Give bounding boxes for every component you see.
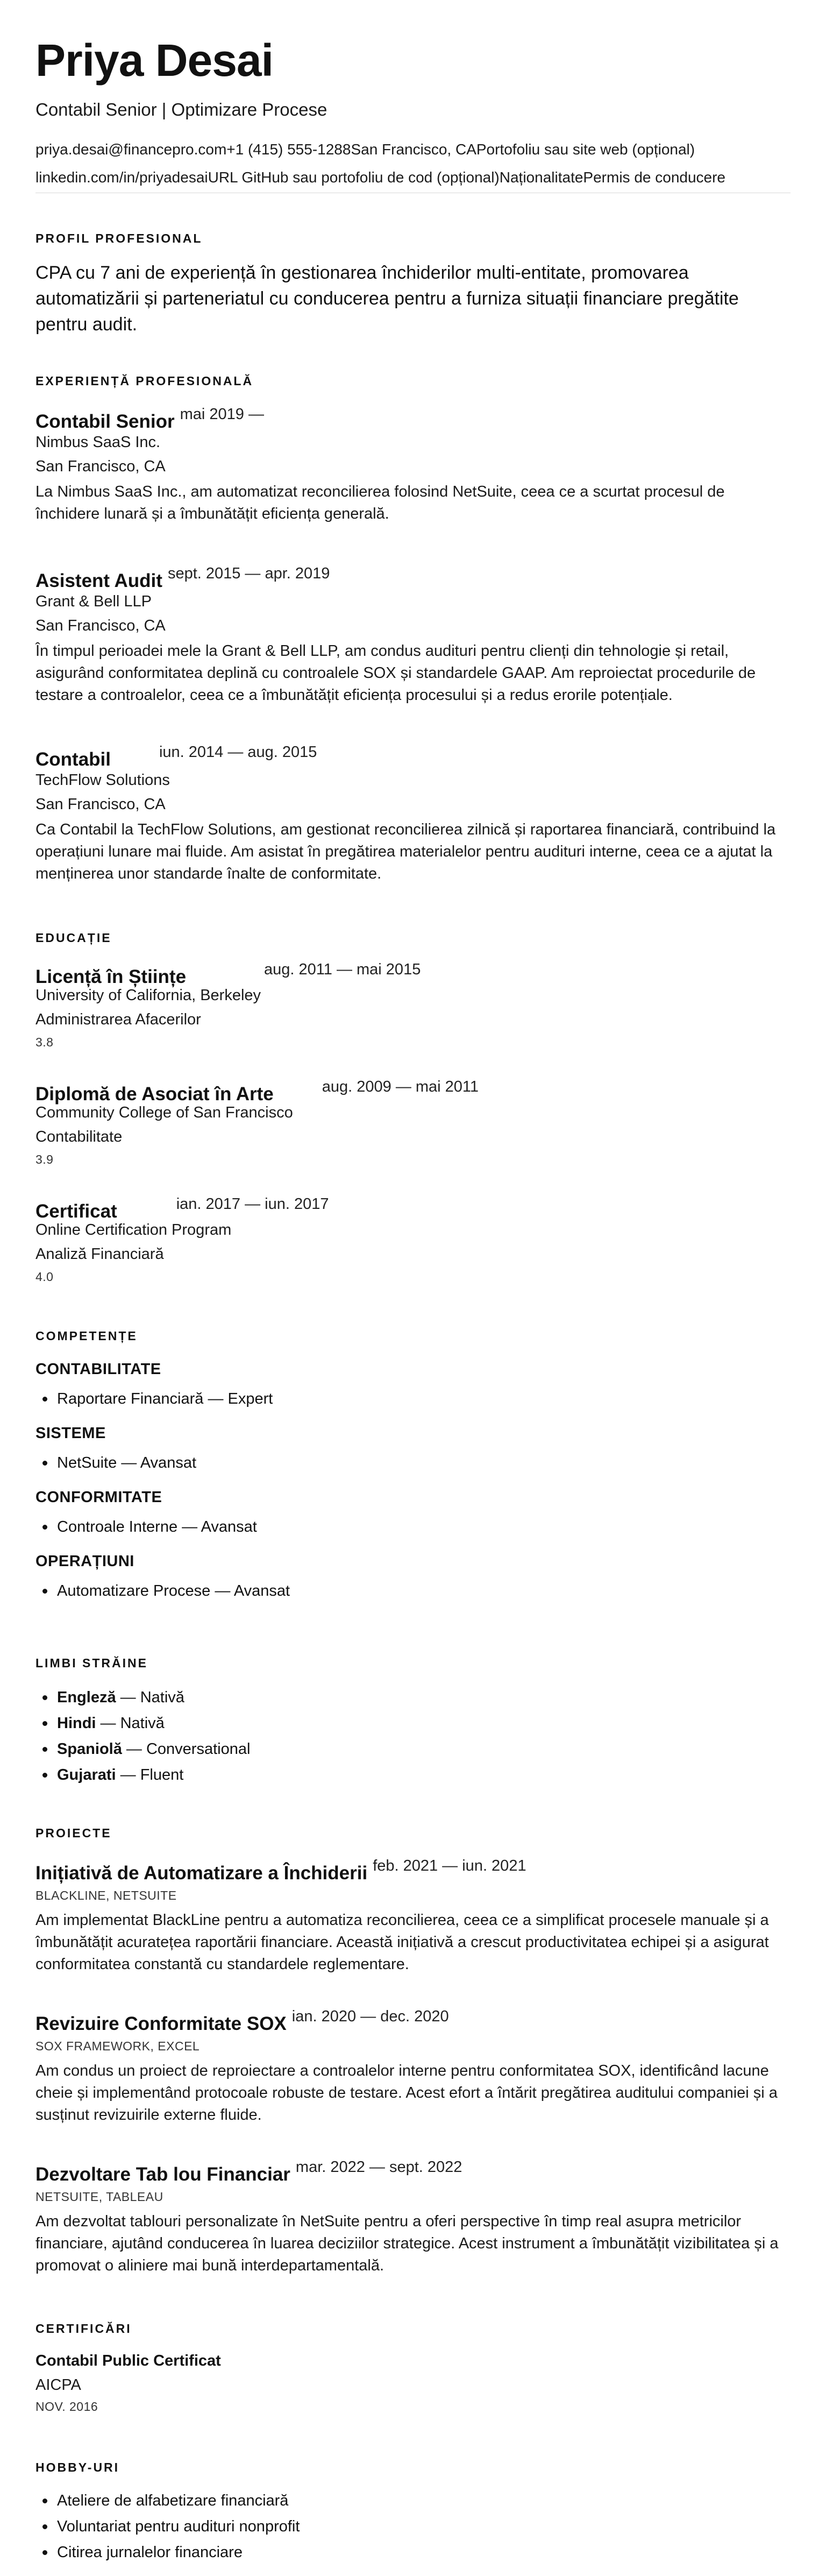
skill-group xyxy=(35,1553,791,1604)
skill-category: SISTEME xyxy=(35,1425,106,1442)
contact-portfolio[interactable]: Portofoliu sau site web (opțional) xyxy=(476,141,695,158)
skill-item: Controale Interne — Avansat xyxy=(57,1514,791,1540)
section-title-education: EDUCAȚIE xyxy=(35,931,112,945)
section-title-skills: COMPETENȚE xyxy=(35,1329,138,1343)
skill-group xyxy=(35,1425,791,1476)
project-entry xyxy=(35,2008,791,2126)
projects-section xyxy=(35,1826,791,1841)
skill-category: OPERAȚIUNI xyxy=(35,1553,134,1570)
contact-location: San Francisco, CA xyxy=(351,141,476,158)
job-company: Grant & Bell LLP xyxy=(35,593,152,610)
job-company: TechFlow Solutions xyxy=(35,772,170,789)
job-location: San Francisco, CA xyxy=(35,617,166,634)
language-item xyxy=(57,1710,791,1736)
certifications-section xyxy=(35,2322,791,2414)
project-tech: SOX FRAMEWORK, EXCEL xyxy=(35,2039,200,2053)
language-level: — Nativă xyxy=(96,1715,165,1732)
job-description: La Nimbus SaaS Inc., am automatizat reconcilierea folosind NetSuite, ceea ce a scurtat procesul de închidere lunară și a îmbunătățit eficiența generală. xyxy=(35,483,725,522)
section-title-experience: EXPERIENȚĂ PROFESIONALĂ xyxy=(35,374,254,388)
contact-phone[interactable]: +1 (415) 555-1288 xyxy=(226,141,351,158)
degree-dates: aug. 2011 — mai 2015 xyxy=(264,961,421,978)
languages-section xyxy=(35,1656,791,1788)
project-tech: BLACKLINE, NETSUITE xyxy=(35,1888,177,1902)
field-of-study: Administrarea Afacerilor xyxy=(35,1011,201,1028)
skills-section xyxy=(35,1329,791,1604)
degree-dates: aug. 2009 — mai 2011 xyxy=(322,1078,479,1095)
experience-entry xyxy=(35,744,791,885)
certification-issuer: AICPA xyxy=(35,2376,81,2394)
contact-nationality: Naționalitate xyxy=(499,169,583,186)
degree-title: Diplomă de Asociat în Arte xyxy=(35,1084,274,1105)
language-name: Engleză xyxy=(57,1689,116,1706)
school-name: Community College of San Francisco xyxy=(35,1104,293,1121)
candidate-role: Contabil Senior | Optimizare Procese xyxy=(35,100,327,119)
language-name: Spaniolă xyxy=(57,1740,122,1758)
experience-entry xyxy=(35,406,791,525)
gpa: 3.8 xyxy=(35,1035,54,1049)
language-item xyxy=(57,1736,791,1762)
job-location: San Francisco, CA xyxy=(35,458,166,475)
job-title: Asistent Audit xyxy=(35,570,162,591)
language-name: Hindi xyxy=(57,1715,96,1732)
skill-item: Automatizare Procese — Avansat xyxy=(57,1578,791,1604)
hobbies-section xyxy=(35,2460,791,2565)
project-description: Am dezvoltat tablouri personalizate în NetSuite pentru a oferi perspective în timp real asupra metricilor financiare, ajutând conducerea în luarea deciziilor strategice. Acest instrument a îmbunătățit vizibilitatea și a promovat o aliniere mai bună interdepartamentală. xyxy=(35,2213,779,2274)
job-description: În timpul perioadei mele la Grant & Bell LLP, am condus audituri pentru clienți din tehnologie și retail, asigurând conformitatea deplină cu controalele SOX și standardele GAAP. Am reproiectat procedurile de testare a controalelor, ceea ce a îmbunătățit eficiența procesului și a redus erorile potențiale. xyxy=(35,642,756,704)
project-name: Inițiativă de Automatizare a Închiderii xyxy=(35,1863,368,1884)
job-description: Ca Contabil la TechFlow Solutions, am gestionat reconcilierea zilnică și raportarea financiară, contribuind la operațiuni lunare mai fluide. Am asistat în pregătirea materialelor pentru audituri interne, ceea ce a ajutat la menținerea unor standarde înalte de conformitate. xyxy=(35,821,776,882)
field-of-study: Contabilitate xyxy=(35,1128,123,1145)
skill-category: CONTABILITATE xyxy=(35,1361,161,1378)
job-dates: sept. 2015 — apr. 2019 xyxy=(167,565,330,582)
skill-item: Raportare Financiară — Expert xyxy=(57,1386,791,1412)
education-entry xyxy=(35,1078,791,1167)
contact-license: Permis de conducere xyxy=(583,169,725,186)
job-title: Contabil xyxy=(35,749,111,770)
contact-github[interactable]: URL GitHub sau portofoliu de cod (opțional) xyxy=(208,169,500,186)
gpa: 3.9 xyxy=(35,1152,54,1166)
language-item xyxy=(57,1685,791,1710)
experience-section xyxy=(35,374,791,388)
hobby-item: Citirea jurnalelor financiare xyxy=(57,2539,791,2565)
project-name: Dezvoltare Tab lou Financiar xyxy=(35,2164,290,2185)
degree-title: Licență în Științe xyxy=(35,966,187,987)
certification-date: NOV. 2016 xyxy=(35,2400,98,2414)
project-description: Am implementat BlackLine pentru a automatiza reconcilierea, ceea ce a simplificat procesele manuale și a îmbunătățit acuratețea raportării financiare. Această inițiativă a crescut productivitatea echipei și a asigurat conformitatea constantă cu standardele reglementare. xyxy=(35,1912,769,1973)
certification-name: Contabil Public Certificat xyxy=(35,2352,221,2369)
profile-summary: CPA cu 7 ani de experiență în gestionarea închiderilor multi-entitate, promovarea automatizării și parteneriatul cu conducerea pentru a furniza situații financiare pregătite pentru audit. xyxy=(35,263,739,335)
language-name: Gujarati xyxy=(57,1766,116,1784)
candidate-name: Priya Desai xyxy=(35,35,273,86)
skill-category: CONFORMITATE xyxy=(35,1489,162,1506)
section-title-certifications: CERTIFICĂRI xyxy=(35,2322,132,2336)
school-name: Online Certification Program xyxy=(35,1221,232,1239)
school-name: University of California, Berkeley xyxy=(35,987,261,1004)
project-entry xyxy=(35,2159,791,2277)
degree-title: Certificat xyxy=(35,1201,117,1222)
education-entry xyxy=(35,1195,791,1284)
skill-item: NetSuite — Avansat xyxy=(57,1450,791,1476)
job-company: Nimbus SaaS Inc. xyxy=(35,434,161,451)
project-dates: ian. 2020 — dec. 2020 xyxy=(291,2008,449,2025)
project-entry xyxy=(35,1857,791,1976)
contact-row-2 xyxy=(35,169,725,186)
degree-dates: ian. 2017 — iun. 2017 xyxy=(176,1195,329,1213)
gpa: 4.0 xyxy=(35,1270,54,1284)
contact-linkedin[interactable]: linkedin.com/in/priyadesai xyxy=(35,169,208,186)
skill-group xyxy=(35,1361,791,1412)
project-dates: feb. 2021 — iun. 2021 xyxy=(373,1857,526,1874)
language-level: — Fluent xyxy=(116,1766,184,1784)
field-of-study: Analiză Financiară xyxy=(35,1245,164,1263)
hobby-item: Voluntariat pentru audituri nonprofit xyxy=(57,2514,791,2539)
contact-row-1 xyxy=(35,141,695,158)
contact-email[interactable]: priya.desai@financepro.com xyxy=(35,141,227,158)
section-title-languages: LIMBI STRĂINE xyxy=(35,1656,148,1670)
experience-entry xyxy=(35,565,791,706)
job-location: San Francisco, CA xyxy=(35,796,166,813)
education-entry xyxy=(35,961,791,1050)
skill-group xyxy=(35,1489,791,1540)
job-dates: iun. 2014 — aug. 2015 xyxy=(159,744,317,761)
certification-entry xyxy=(35,2352,791,2414)
job-title: Contabil Senior xyxy=(35,411,175,432)
project-tech: NETSUITE, TABLEAU xyxy=(35,2190,163,2204)
profile-section xyxy=(35,231,791,337)
section-title-profile: PROFIL PROFESIONAL xyxy=(35,231,203,245)
education-section xyxy=(35,931,791,945)
project-dates: mar. 2022 — sept. 2022 xyxy=(295,2159,462,2176)
hobby-item: Ateliere de alfabetizare financiară xyxy=(57,2488,791,2514)
job-dates: mai 2019 — xyxy=(180,406,264,423)
project-name: Revizuire Conformitate SOX xyxy=(35,2013,287,2034)
section-title-projects: PROIECTE xyxy=(35,1826,112,1840)
language-level: — Conversational xyxy=(122,1740,251,1758)
language-item xyxy=(57,1762,791,1788)
project-description: Am condus un proiect de reproiectare a controalelor interne pentru conformitatea SOX, identificând lacune cheie și implementând protocoale robuste de testare. Acest efort a întărit pregătirea auditului companiei și a susținut revizuirile externe fluide. xyxy=(35,2062,778,2124)
language-level: — Nativă xyxy=(116,1689,184,1706)
section-title-hobbies: HOBBY-URI xyxy=(35,2460,120,2474)
